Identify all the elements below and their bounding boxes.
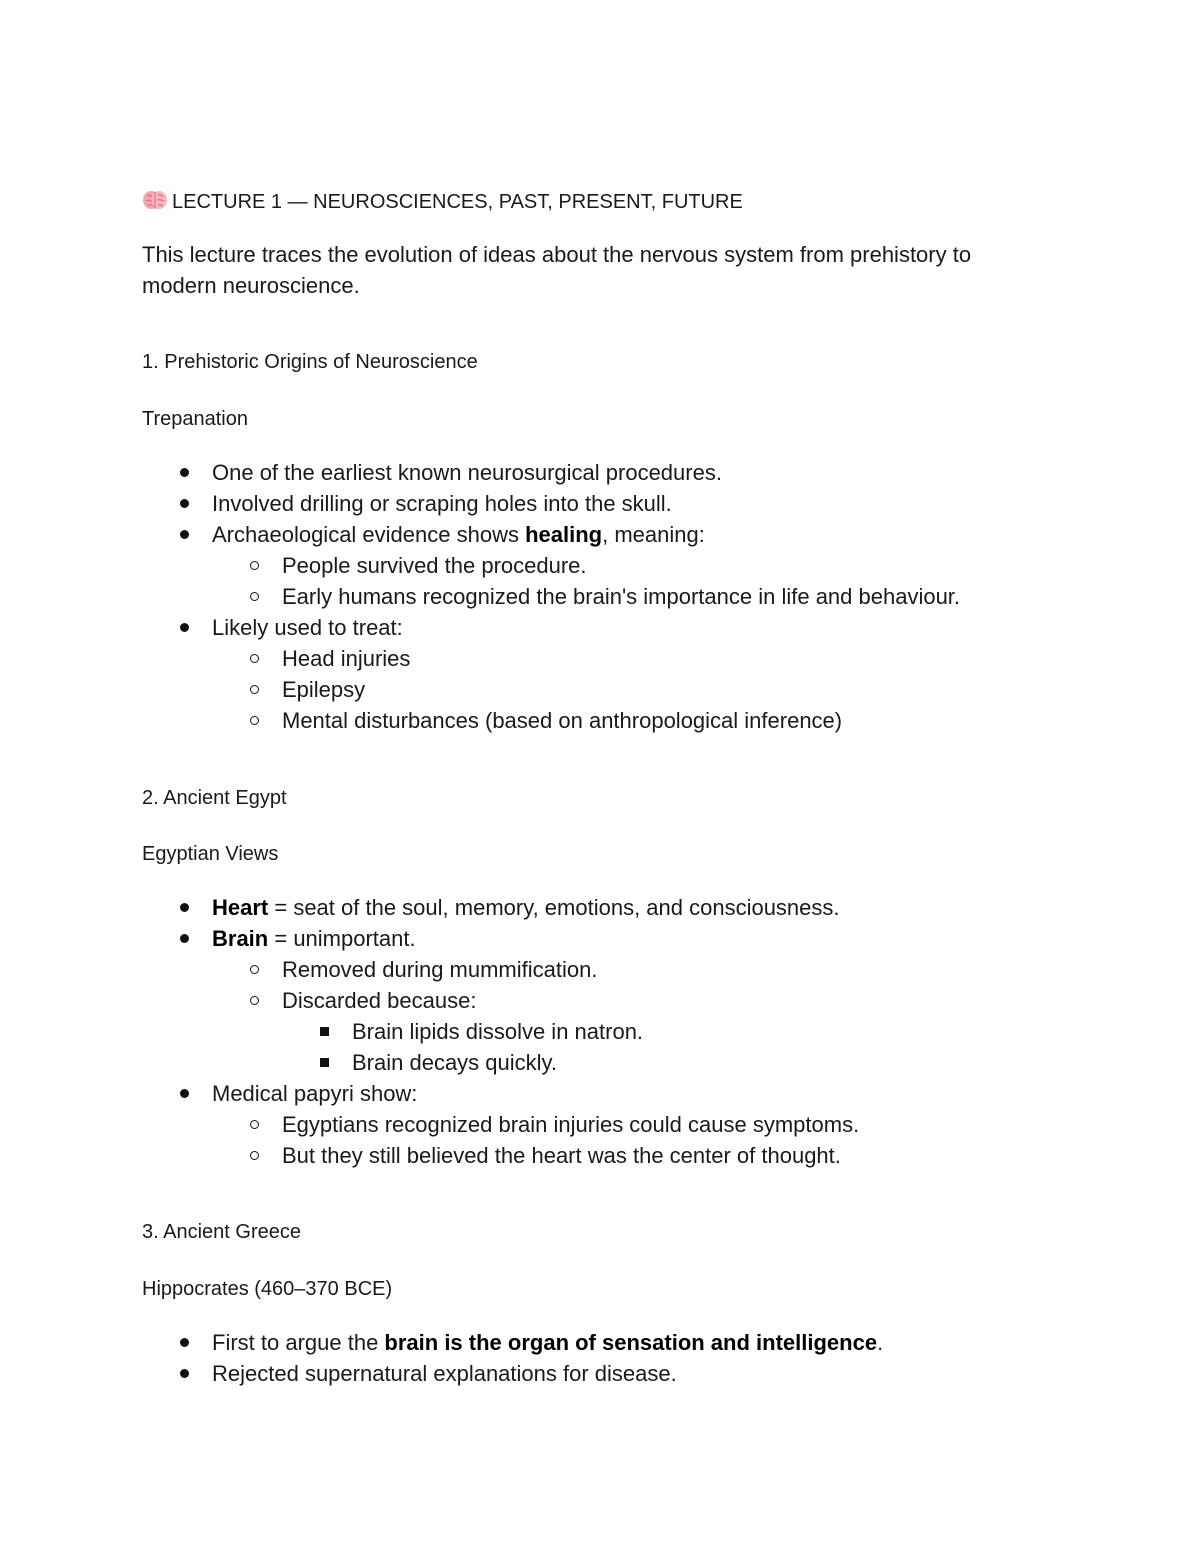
section-3-subheading: Hippocrates (460–370 BCE) (142, 1278, 393, 1300)
list-item-text: , meaning: (602, 522, 705, 547)
brain-icon (142, 189, 168, 211)
list-item: Rejected supernatural explanations for disease. (212, 1361, 677, 1386)
list-item: Mental disturbances (based on anthropological inference) (282, 708, 843, 733)
list-item (212, 892, 840, 923)
document-page (142, 0, 1062, 1553)
list-item (212, 519, 705, 550)
list-item: Early humans recognized the brain's importance in life and behaviour. (282, 584, 961, 609)
bullet-disc (180, 934, 189, 943)
list-item-text: First to argue the (212, 1330, 385, 1355)
bullet-disc (180, 1089, 189, 1098)
list-item: Medical papyri show: (212, 1081, 418, 1106)
bullet-circle (250, 716, 259, 725)
emphasis-text: brain is the organ of sensation and intelligence (384, 1330, 878, 1355)
list-item-text: . (877, 1330, 884, 1355)
list-item-text: Archaeological evidence shows (212, 522, 526, 547)
lecture-title-text: LECTURE 1 — NEUROSCIENCES, PAST, PRESENT, FUTURE (172, 191, 743, 213)
bullet-circle (250, 1151, 259, 1160)
bullet-square (320, 1058, 329, 1067)
bullet-disc (180, 1338, 189, 1347)
bullet-disc (180, 499, 189, 508)
bullet-square (320, 1027, 329, 1036)
list-item: Epilepsy (282, 677, 366, 702)
list-item: Brain lipids dissolve in natron. (352, 1019, 644, 1044)
bullet-circle (250, 1120, 259, 1129)
section-2-subheading: Egyptian Views (142, 843, 279, 865)
list-item: Removed during mummification. (282, 957, 598, 982)
bullet-circle (250, 654, 259, 663)
list-item (212, 923, 416, 954)
list-item (212, 1327, 883, 1358)
bullet-circle (250, 592, 259, 601)
lecture-title (142, 189, 743, 214)
bullet-disc (180, 903, 189, 912)
list-item: Head injuries (282, 646, 411, 671)
bullet-circle (250, 685, 259, 694)
list-item: People survived the procedure. (282, 553, 587, 578)
emphasis-text: Brain (212, 926, 269, 951)
intro-line-1: This lecture traces the evolution of ideas about the nervous system from prehistory to (142, 242, 972, 267)
section-2-heading: 2. Ancient Egypt (142, 787, 287, 809)
list-item: Involved drilling or scraping holes into the skull. (212, 491, 672, 516)
list-item: Likely used to treat: (212, 615, 403, 640)
intro-line-2: modern neuroscience. (142, 273, 360, 298)
list-item-text: = unimportant. (268, 926, 416, 951)
list-item: Discarded because: (282, 988, 477, 1013)
bullet-disc (180, 623, 189, 632)
bullet-circle (250, 561, 259, 570)
section-1-subheading: Trepanation (142, 408, 248, 430)
section-1-heading: 1. Prehistoric Origins of Neuroscience (142, 351, 478, 373)
emphasis-text: Heart (212, 895, 269, 920)
bullet-circle (250, 996, 259, 1005)
bullet-disc (180, 1369, 189, 1378)
emphasis-text: healing (525, 522, 603, 547)
section-3-heading: 3. Ancient Greece (142, 1221, 301, 1243)
list-item: One of the earliest known neurosurgical procedures. (212, 460, 722, 485)
list-item: But they still believed the heart was the center of thought. (282, 1143, 841, 1168)
bullet-circle (250, 965, 259, 974)
bullet-disc (180, 468, 189, 477)
list-item-text: = seat of the soul, memory, emotions, and consciousness. (268, 895, 840, 920)
list-item: Brain decays quickly. (352, 1050, 558, 1075)
bullet-disc (180, 530, 189, 539)
list-item: Egyptians recognized brain injuries could cause symptoms. (282, 1112, 860, 1137)
